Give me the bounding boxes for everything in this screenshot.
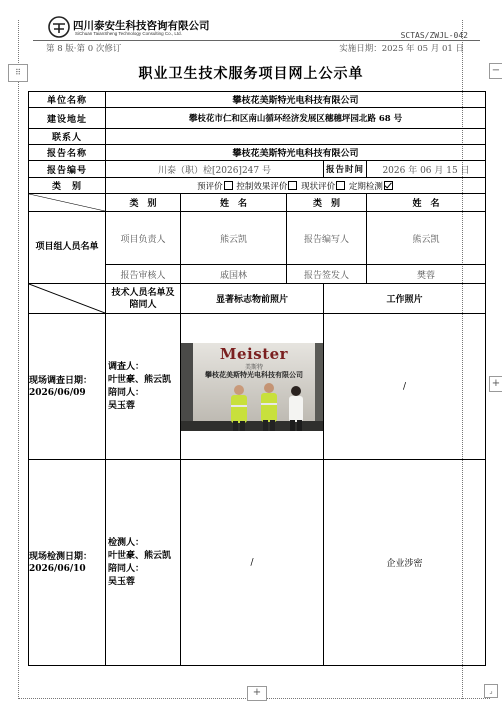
- row-category: [29, 178, 486, 194]
- company-name-en: SiChuan TaianSheng Technology Consulting Co., Ltd.: [75, 31, 182, 36]
- test-work-photo: 企业涉密: [324, 460, 486, 666]
- survey-companion: 吴玉蓉: [108, 400, 136, 411]
- row-report-no: [29, 161, 486, 178]
- team-label: 项目组人员名单: [29, 212, 106, 284]
- test-staff: 叶世豪、熊云凯: [108, 550, 172, 561]
- diagonal-cell: [29, 194, 106, 212]
- role-report-issuer: 报告签发人: [287, 265, 367, 284]
- survey-landmark-photo-cell: [181, 314, 324, 460]
- category-label: 类 别: [29, 178, 106, 194]
- survey-date-label: 现场调查日期：: [29, 375, 93, 386]
- effective-date: 实施日期：2025 年 05 月 01 日: [339, 44, 464, 54]
- landmark-photo: [181, 343, 324, 431]
- survey-staff: 叶世豪、熊云凯: [108, 374, 172, 385]
- table-move-handle-icon[interactable]: ⠿: [8, 64, 28, 82]
- sign-brand: Meister: [219, 344, 289, 363]
- version-text: 第 8 版·第 0 次修订: [46, 44, 122, 54]
- test-date-label: 现场检测日期：: [29, 551, 93, 562]
- col-category-2: 类 别: [287, 194, 367, 212]
- role-project-lead: 项目负责人: [106, 212, 181, 265]
- name-report-reviewer: 戚国林: [181, 265, 287, 284]
- collapse-icon[interactable]: −: [489, 63, 502, 79]
- address-label: 建设地址: [29, 108, 106, 129]
- option-pre-eval: 预评价: [197, 181, 223, 192]
- company-logo-icon: [48, 16, 70, 38]
- report-name-label: 报告名称: [29, 145, 106, 161]
- option-control-eval: 控制效果评价: [236, 181, 288, 192]
- row-visit-test: [29, 460, 486, 666]
- row-visit-survey: [29, 314, 486, 460]
- survey-staff-title: 调查人：: [108, 361, 145, 372]
- test-date-cell: [29, 460, 106, 666]
- survey-date: 2026/06/09: [29, 387, 86, 398]
- test-staff-title: 检测人：: [108, 537, 145, 548]
- row-team-header: [29, 194, 486, 212]
- row-contact: [29, 129, 486, 145]
- row-visit-header: [29, 284, 486, 314]
- name-report-writer: 熊云凯: [367, 212, 486, 265]
- document-code: SCTAS/ZWJL-042: [400, 31, 468, 40]
- col-name-1: 姓 名: [181, 194, 287, 212]
- header-rule: [33, 40, 480, 41]
- row-unit-name: [29, 92, 486, 108]
- row-team-1: [29, 212, 486, 265]
- diagonal-cell-2: [29, 284, 106, 314]
- col-name-2: 姓 名: [367, 194, 486, 212]
- test-landmark-photo: /: [181, 460, 324, 666]
- row-address: [29, 108, 486, 129]
- unit-name-value: 攀枝花美斯特光电科技有限公司: [106, 92, 486, 108]
- test-companion-title: 陪同人：: [108, 563, 145, 574]
- contact-label: 联系人: [29, 129, 106, 145]
- survey-date-cell: [29, 314, 106, 460]
- test-companion: 吴玉蓉: [108, 576, 136, 587]
- checkbox-status-eval[interactable]: [336, 181, 345, 190]
- address-value: 攀枝花市仁和区南山循环经济发展区穗穗坪园北路 68 号: [106, 108, 486, 129]
- option-periodic: 定期检测: [348, 181, 383, 192]
- name-report-issuer: 樊蓉: [367, 265, 486, 284]
- notice-table: [28, 91, 486, 666]
- report-no-value: 川泰（职）检[2026]247 号: [106, 161, 324, 178]
- test-staff-cell: [106, 460, 181, 666]
- sign-brand-cn: 美斯特: [244, 363, 263, 371]
- test-date: 2026/06/10: [29, 563, 86, 574]
- report-time-label: 报告时间: [324, 161, 367, 178]
- col-work-photo: 工作照片: [324, 284, 486, 314]
- add-column-icon[interactable]: +: [489, 376, 502, 392]
- survey-work-photo: /: [324, 314, 486, 460]
- report-name-value: 攀枝花美斯特光电科技有限公司: [106, 145, 486, 161]
- margin-guide-left: [18, 20, 19, 699]
- contact-value: [106, 129, 486, 145]
- checkbox-control-eval[interactable]: [288, 181, 297, 190]
- option-status-eval: 现状评价: [301, 181, 336, 192]
- category-options: [106, 178, 486, 194]
- survey-staff-cell: [106, 314, 181, 460]
- role-report-writer: 报告编写人: [287, 212, 367, 265]
- checkbox-periodic[interactable]: [384, 181, 393, 190]
- unit-name-label: 单位名称: [29, 92, 106, 108]
- survey-companion-title: 陪同人：: [108, 387, 145, 398]
- page-title: 职业卫生技术服务项目网上公示单: [138, 66, 364, 82]
- row-report-name: [29, 145, 486, 161]
- sign-company: 攀枝花美斯特光电科技有限公司: [205, 370, 303, 379]
- report-time-value: 2026 年 06 月 15 日: [367, 161, 486, 178]
- checkbox-pre-eval[interactable]: [224, 181, 233, 190]
- col-landmark-photo: 显著标志物前照片: [181, 284, 324, 314]
- add-row-button[interactable]: +: [247, 686, 267, 701]
- company-name: 四川泰安生科技咨询有限公司: [73, 20, 210, 32]
- name-project-lead: 熊云凯: [181, 212, 287, 265]
- col-category-1: 类 别: [106, 194, 181, 212]
- report-no-label: 报告编号: [29, 161, 106, 178]
- role-report-reviewer: 报告审核人: [106, 265, 181, 284]
- resize-corner-icon[interactable]: ⌟: [484, 684, 498, 698]
- col-staff: 技术人员名单及陪同人: [106, 284, 181, 314]
